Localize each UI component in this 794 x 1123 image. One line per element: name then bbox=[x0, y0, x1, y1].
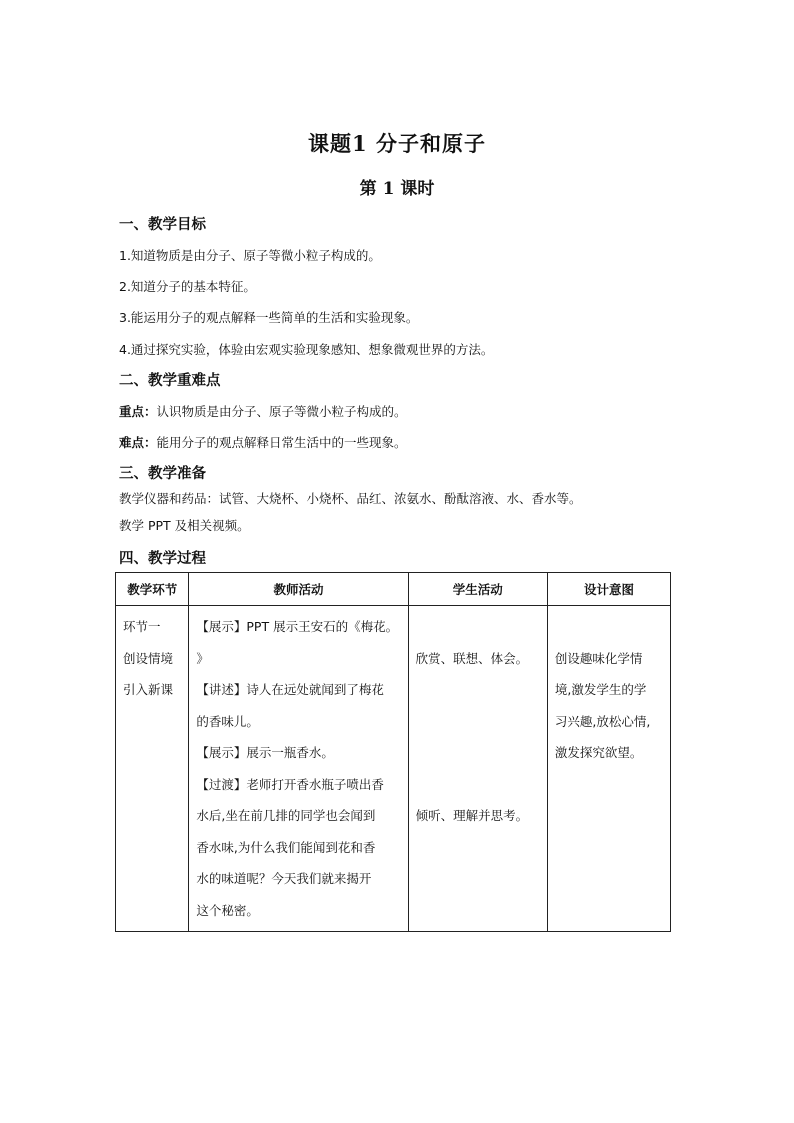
key-point-label: 重点： bbox=[119, 404, 157, 419]
lesson-subtitle: 第 1 课时 bbox=[359, 179, 435, 199]
goal-item: 3.能运用分子的观点解释一些简单的生活和实验现象。 bbox=[119, 310, 419, 325]
difficult-point-text: 能用分子的观点解释日常生活中的一些现象。 bbox=[156, 435, 407, 450]
section-heading-process: 四、教学过程 bbox=[119, 551, 206, 567]
teacher-line: 香水味,为什么我们能闻到花和香 bbox=[196, 839, 376, 855]
intent-line: 习兴趣,放松心情, bbox=[554, 713, 651, 729]
lesson-title: 课题1 分子和原子 bbox=[308, 131, 486, 156]
difficult-point-label: 难点： bbox=[119, 435, 157, 450]
section-heading-key-points: 二、教学重难点 bbox=[119, 373, 221, 389]
preparation-item: 教学 PPT 及相关视频。 bbox=[119, 518, 250, 533]
teacher-line: 这个秘密。 bbox=[196, 902, 259, 918]
intent-line: 创设趣味化学情 bbox=[554, 650, 643, 666]
stage-line: 环节一 bbox=[123, 619, 161, 634]
teacher-line: 【展示】展示一瓶香水。 bbox=[196, 745, 334, 760]
design-intent-cell bbox=[547, 606, 670, 932]
teacher-line: 【过渡】老师打开香水瓶子喷出香 bbox=[196, 776, 384, 792]
student-line: 欣赏、联想、体会。 bbox=[415, 650, 529, 666]
process-table bbox=[115, 572, 671, 932]
goal-item: 2.知道分子的基本特征。 bbox=[119, 279, 256, 294]
stage-line: 创设情境 bbox=[123, 650, 174, 666]
table-header-intent: 设计意图 bbox=[547, 573, 670, 606]
teacher-line: 》 bbox=[196, 650, 209, 666]
section-heading-goals: 一、教学目标 bbox=[119, 217, 206, 233]
teacher-line: 【讲述】诗人在远处就闻到了梅花 bbox=[196, 682, 384, 697]
teacher-line: 水后,坐在前几排的同学也会闻到 bbox=[196, 808, 376, 823]
table-header-student: 学生活动 bbox=[408, 573, 547, 606]
student-activity-cell bbox=[408, 606, 547, 932]
teacher-line: 的香味儿。 bbox=[196, 713, 259, 729]
section-heading-preparation: 三、教学准备 bbox=[119, 466, 206, 482]
intent-line: 境,激发学生的学 bbox=[554, 682, 647, 697]
teacher-activity-cell bbox=[189, 606, 408, 932]
goal-item: 4.通过探究实验，体验由宏观实验现象感知、想象微观世界的方法。 bbox=[119, 342, 494, 357]
difficult-point-line bbox=[119, 433, 407, 451]
student-line: 倾听、理解并思考。 bbox=[415, 808, 529, 823]
teacher-line: 【展示】PPT 展示王安石的《梅花。 bbox=[196, 619, 399, 634]
table-row bbox=[116, 606, 671, 932]
table-header-row bbox=[116, 573, 671, 606]
key-point-line bbox=[119, 402, 407, 420]
teacher-line: 水的味道呢？今天我们就来揭开 bbox=[196, 871, 372, 886]
table-header-stage: 教学环节 bbox=[116, 573, 189, 606]
key-point-text: 认识物质是由分子、原子等微小粒子构成的。 bbox=[156, 404, 407, 419]
stage-cell bbox=[116, 606, 189, 932]
stage-line: 引入新课 bbox=[123, 682, 174, 697]
goal-item: 1.知道物质是由分子、原子等微小粒子构成的。 bbox=[119, 248, 381, 263]
table-header-teacher: 教师活动 bbox=[189, 573, 408, 606]
preparation-item: 教学仪器和药品：试管、大烧杯、小烧杯、品红、浓氨水、酚酞溶液、水、香水等。 bbox=[119, 491, 582, 506]
intent-line: 激发探究欲望。 bbox=[554, 745, 643, 760]
